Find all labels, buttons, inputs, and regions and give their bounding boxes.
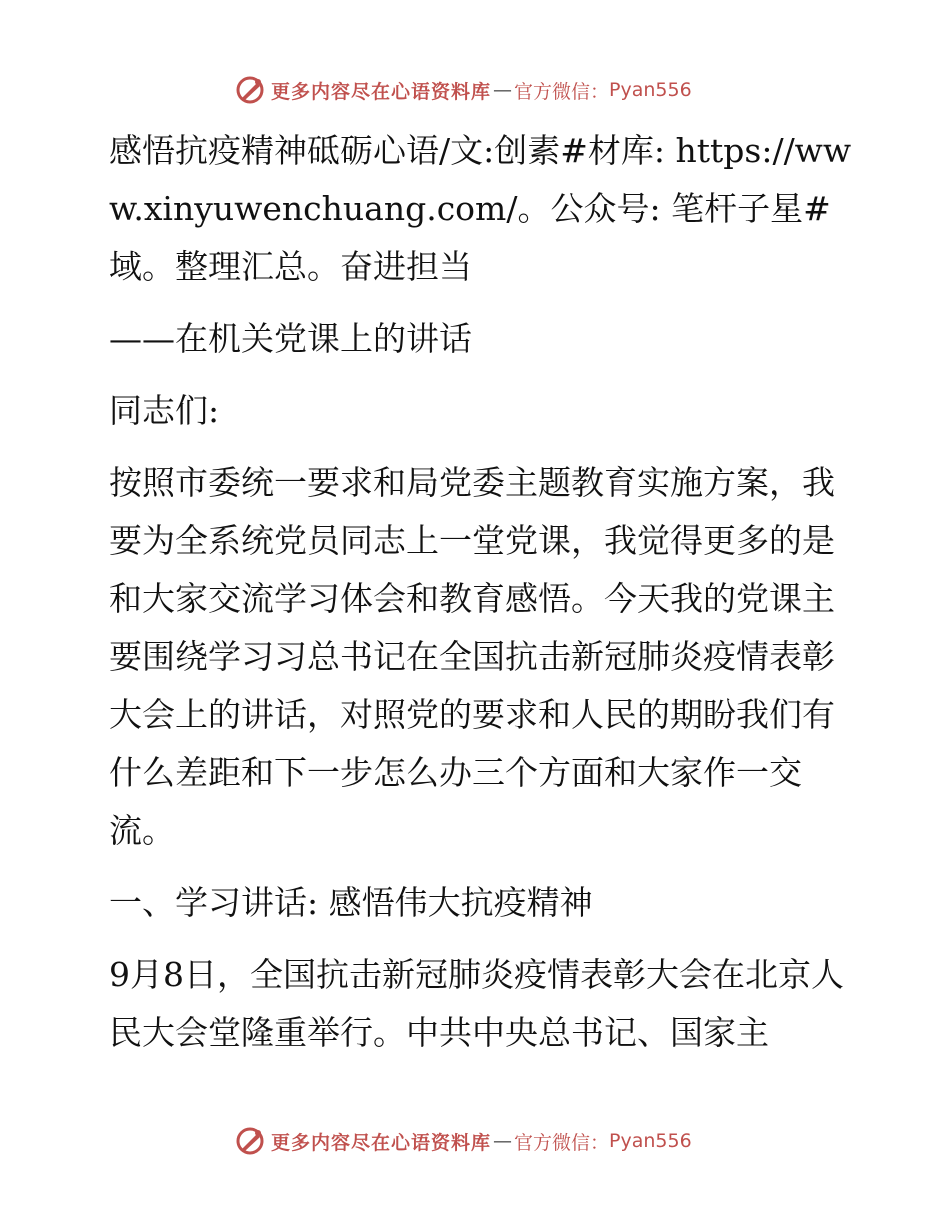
watermark-site-text: 更多内容尽在心语资料库 [271,80,492,103]
watermark-wechat-label: 官方微信： [514,1131,610,1154]
watermark-dash: — [493,79,513,101]
document-body [97,122,857,1062]
heading-line: 感悟抗疫精神砥砺心语/文:创素#材库: https://www.xinyuwenchuang.com/。公众号: 笔杆子星#域。整理汇总。奋进担当 [109,131,852,286]
paragraph-2: 9月8日，全国抗击新冠肺炎疫情表彰大会在北京人民大会堂隆重举行。中共中央总书记、国家主 [109,955,844,1052]
section-1-title: 一、学习讲话: 感悟伟大抗疫精神 [109,883,593,922]
subtitle: ——在机关党课上的讲话 [109,319,472,358]
quill-logo-icon [235,1126,265,1156]
watermark-header [235,73,692,107]
salutation: 同志们: [109,391,220,430]
watermark-wechat-label: 官方微信： [514,80,610,103]
quill-logo-icon [235,75,265,105]
watermark-wechat-id: Pyan556 [609,1130,692,1152]
watermark-site-text: 更多内容尽在心语资料库 [271,1131,492,1154]
paragraph-1: 按照市委统一要求和局党委主题教育实施方案，我要为全系统党员同志上一堂党课，我觉得更多的是和大家交流学习体会和教育感悟。今天我的党课主要围绕学习习总书记在全国抗击新冠肺炎疫情表彰大会上的讲话，对照党的要求和人民的期盼我们有什么差距和下一步怎么办三个方面和大家作一交流。 [109,463,835,850]
watermark-wechat-id: Pyan556 [609,79,692,101]
watermark-dash: — [493,1130,513,1152]
watermark-footer [235,1124,692,1158]
